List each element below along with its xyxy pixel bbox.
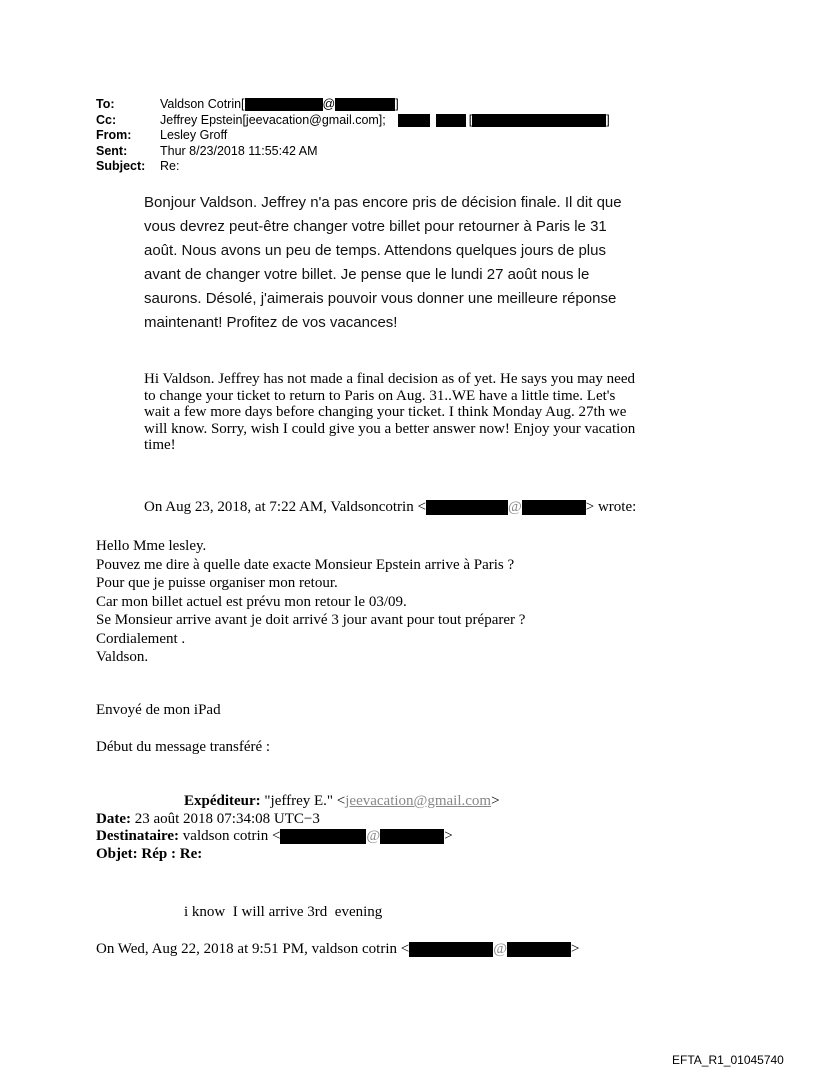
destinataire-row xyxy=(96,828,500,846)
redaction-bar xyxy=(472,114,606,127)
redaction-bar xyxy=(380,829,444,844)
body-line: Hi Valdson. Jeffrey has not made a final decision as of yet. He says you may need xyxy=(144,371,635,387)
to-label: To: xyxy=(96,97,115,111)
quote-intro-prefix: On Aug 23, 2018, at 7:22 AM, Valdsoncotrin < xyxy=(144,499,426,515)
quoted-line: Valdson. xyxy=(96,649,149,665)
sender-name: "jeffrey E." < xyxy=(260,793,346,809)
email-header xyxy=(96,97,610,175)
quote-intro-at: @ xyxy=(507,499,522,515)
quoted-message xyxy=(96,537,525,667)
sender-row xyxy=(96,793,500,811)
redaction-bar xyxy=(409,942,493,957)
quoted-line: Hello Mme lesley. xyxy=(96,538,207,554)
body-line: août. Nous avons un peu de temps. Attendons quelques jours de plus xyxy=(144,242,606,259)
quoted-line: Cordialement . xyxy=(96,630,186,647)
dest-value: valdson cotrin < xyxy=(179,828,281,844)
objet-label: Objet: Rép : Re: xyxy=(96,845,203,862)
redaction-bar xyxy=(436,114,466,127)
date-value: 23 août 2018 07:34:08 UTC−3 xyxy=(130,810,320,827)
date-label: Date: xyxy=(96,810,131,827)
redaction-bar xyxy=(426,500,508,515)
objet-row xyxy=(96,846,500,864)
cc-close: ] xyxy=(606,112,610,127)
quoted-line: Se Monsieur arrive avant je doit arrivé 3 jour avant pour tout préparer ? xyxy=(96,612,526,628)
from-row xyxy=(96,128,610,144)
body-line: avant de changer votre billet. Je pense que le lundi 27 août nous le xyxy=(144,266,590,283)
english-message-body xyxy=(144,371,704,454)
forwarded-header xyxy=(96,793,500,863)
subject-label: Subject: xyxy=(96,159,146,173)
body-line: to change your ticket to return to Paris on Aug. 31..WE have a little time. Let's xyxy=(144,387,616,404)
body-line: time! xyxy=(144,437,176,453)
quoted-line: Pouvez me dire à quelle date exacte Monsieur Epstein arrive à Paris ? xyxy=(96,556,515,573)
body-line: vous devrez peut-être changer votre billet pour retourner à Paris le 31 xyxy=(144,218,607,235)
to-close: ] xyxy=(395,97,399,111)
body-line: Bonjour Valdson. Jeffrey n'a pas encore pris de décision finale. Il dit que xyxy=(144,194,622,211)
sender-email-link[interactable]: jeevacation@gmail.com xyxy=(345,793,492,809)
from-value: Lesley Groff xyxy=(160,128,228,142)
french-message-body xyxy=(144,191,704,335)
to-at: @ xyxy=(322,97,336,111)
cc-row xyxy=(96,113,610,129)
sender-close: > xyxy=(491,793,500,809)
date-row xyxy=(96,811,500,829)
signature: Envoyé de mon iPad xyxy=(96,702,221,718)
body-line: maintenant! Profitez de vos vacances! xyxy=(144,314,398,331)
to-value: Valdson Cotrin[ xyxy=(160,97,245,111)
last-quote-suffix: > xyxy=(571,941,580,957)
redaction-bar xyxy=(398,114,430,127)
quote-intro xyxy=(144,498,636,516)
sent-value: Thur 8/23/2018 11:55:42 AM xyxy=(160,143,318,158)
sent-label: Sent: xyxy=(96,143,128,158)
last-quote-intro xyxy=(96,940,580,958)
redaction-bar xyxy=(507,942,571,957)
cc-value: Jeffrey Epstein[jeevacation@gmail.com]; xyxy=(160,112,386,127)
body-line: will know. Sorry, wish I could give you a better answer now! Enjoy your vacation xyxy=(144,420,636,437)
document-id: EFTA_R1_01045740 xyxy=(672,1053,784,1067)
redaction-bar xyxy=(522,500,586,515)
quoted-line: Pour que je puisse organiser mon retour. xyxy=(96,575,338,591)
redaction-bar xyxy=(280,829,366,844)
body-line: saurons. Désolé, j'aimerais pouvoir vous donner une meilleure réponse xyxy=(144,290,617,307)
sent-row xyxy=(96,144,610,160)
from-label: From: xyxy=(96,128,132,142)
body-line: wait a few more days before changing your ticket. I think Monday Aug. 27th we xyxy=(144,404,627,420)
cc-open: [ xyxy=(468,112,473,127)
forward-intro: Début du message transféré : xyxy=(96,739,271,755)
subject-row xyxy=(96,159,610,175)
redaction-bar xyxy=(335,98,395,111)
reply-text: i know I will arrive 3rd evening xyxy=(184,904,383,920)
dest-label: Destinataire: xyxy=(96,828,180,844)
subject-value: Re: xyxy=(160,159,180,173)
dest-close: > xyxy=(444,828,453,844)
quote-intro-suffix: > wrote: xyxy=(585,499,637,515)
cc-label: Cc: xyxy=(96,112,117,127)
last-quote-prefix: On Wed, Aug 22, 2018 at 9:51 PM, valdson cotrin < xyxy=(96,941,410,957)
dest-at: @ xyxy=(366,828,381,844)
redaction-bar xyxy=(245,98,323,111)
quoted-line: Car mon billet actuel est prévu mon retour le 03/09. xyxy=(96,593,407,610)
last-quote-at: @ xyxy=(493,941,508,957)
to-row xyxy=(96,97,610,113)
sender-label: Expéditeur: xyxy=(184,793,261,809)
